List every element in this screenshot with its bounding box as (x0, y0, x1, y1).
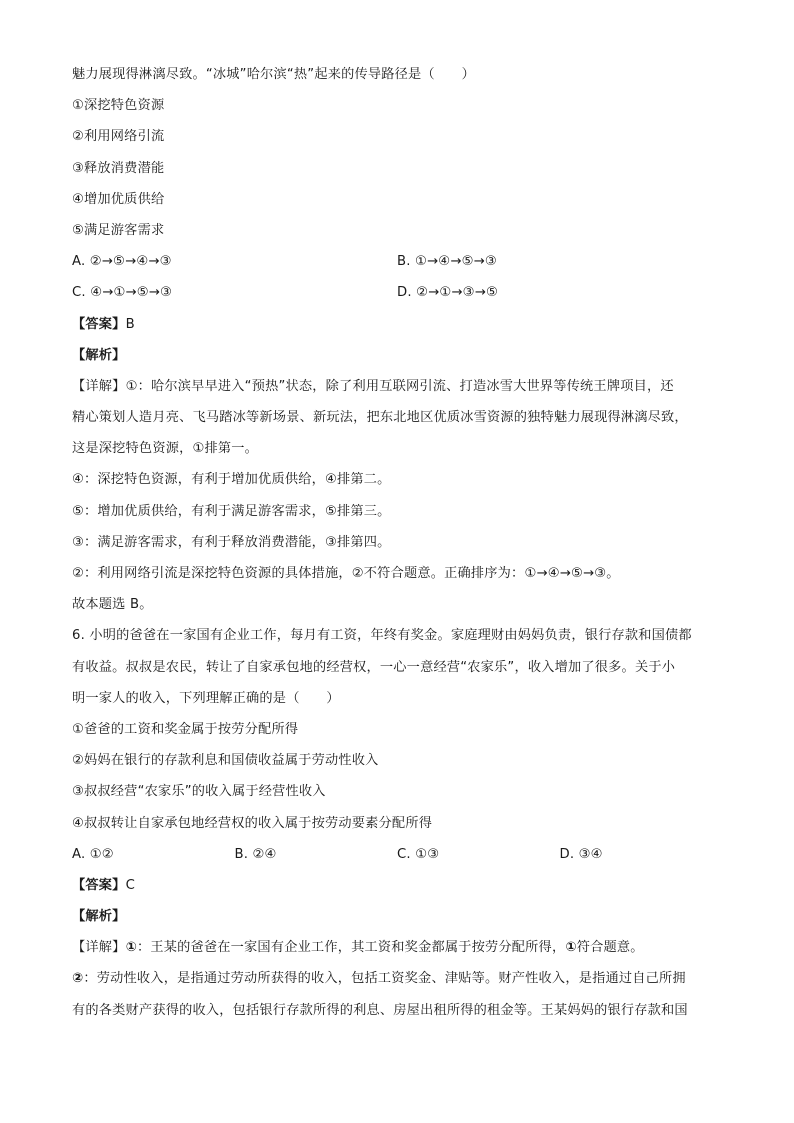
q6-item-2: ②妈妈在银行的存款利息和国债收益属于劳动性收入 (72, 753, 379, 769)
q5-analysis-heading (72, 345, 722, 376)
detail-end: 符合题意。 (576, 940, 644, 956)
q5-option-d: D. ②→①→③→⑤ (397, 285, 498, 301)
answer-tag: 【答案】 (72, 316, 126, 332)
detail-text: ：劳动性收入，是指通过劳动所获得的收入，包括工资奖金、津贴等。财产性收入，是指通过自己所拥 (83, 971, 686, 987)
q5-option-c: C. ④→①→⑤→③ (72, 285, 173, 301)
answer-value: C (125, 877, 135, 893)
q5-step-1: ④：深挖特色资源，有利于增加优质供给，④排第二。 (72, 472, 391, 488)
answer-value: B (125, 316, 135, 332)
q5-item-5: ⑤满足游客需求 (72, 222, 165, 238)
q5-options-row-1 (72, 251, 722, 282)
q6-analysis-heading (72, 906, 722, 937)
q5-item-3: ③释放消费潜能 (72, 160, 165, 176)
q5-detail-line-3: 这是深挖特色资源，①排第一。 (72, 441, 259, 457)
document-page (72, 64, 722, 1031)
detail-num: ② (72, 971, 84, 987)
q6-option-d: D. ③④ (559, 846, 603, 862)
detail-tag: 【详解】 (72, 940, 126, 956)
detail-num-2: ① (565, 940, 577, 956)
q5-conclusion: 故本题选 B。 (72, 597, 153, 613)
q6-option-b: B. ②④ (234, 846, 277, 862)
q5-option-a: A. ②→⑤→④→③ (72, 254, 172, 270)
q5-option-b: B. ①→④→⑤→③ (397, 254, 497, 270)
q6-option-c: C. ①③ (397, 846, 440, 862)
q6-answer (72, 875, 722, 906)
q5-options-row-2 (72, 282, 722, 313)
q5-step-4: ②：利用网络引流是深挖特色资源的具体措施，②不符合题意。正确排序为：①→④→⑤→③。 (72, 566, 620, 581)
q6-options-row (72, 844, 722, 875)
q6-stem-line-2: 有收益。叔叔是农民，转让了自家承包地的经营权，一心一意经营“农家乐”，收入增加了很多。关于小 (72, 659, 676, 675)
q5-answer (72, 314, 722, 345)
q6-stem-line-3: 明一家人的收入，下列理解正确的是（ ） (72, 690, 340, 706)
q5-detail-line-2: 精心策划人造月亮、飞马踏冰等新场景、新玩法，把东北地区优质冰雪资源的独特魅力展现得淋漓尽致， (72, 410, 688, 426)
detail-text: ①：哈尔滨早早进入“预热”状态，除了利用互联网引流、打造冰雪大世界等传统王牌项目，还 (125, 378, 674, 394)
q6-stem-line-1: 6. 小明的爸爸在一家国有企业工作，每月有工资，年终有奖金。家庭理财由妈妈负责，银行存款和国债都 (72, 628, 692, 644)
detail-num: ① (125, 940, 137, 956)
q5-item-4: ④增加优质供给 (72, 191, 165, 207)
q6-option-a: A. ①② (72, 846, 114, 862)
detail-tag: 【详解】 (72, 378, 126, 394)
q6-item-1: ①爸爸的工资和奖金属于按劳分配所得 (72, 721, 299, 737)
q6-item-4: ④叔叔转让自家承包地经营权的收入属于按劳动要素分配所得 (72, 815, 433, 831)
q5-step-2: ⑤：增加优质供给，有利于满足游客需求，⑤排第三。 (72, 503, 391, 519)
detail-text: ：王某的爸爸在一家国有企业工作，其工资和奖金都属于按劳分配所得， (136, 940, 566, 956)
q6-detail-line-2 (72, 968, 722, 999)
q6-detail-line-3: 有的各类财产获得的收入，包括银行存款所得的利息、房屋出租所得的租金等。王某妈妈的银行存款和国 (72, 1002, 688, 1018)
analysis-tag: 【解析】 (72, 909, 126, 925)
q6-item-3: ③叔叔经营“农家乐”的收入属于经营性收入 (72, 784, 326, 800)
q6-detail-line-1 (72, 937, 722, 968)
q5-item-1: ①深挖特色资源 (72, 98, 165, 114)
q5-item-2: ②利用网络引流 (72, 129, 165, 145)
analysis-tag: 【解析】 (72, 347, 126, 363)
answer-tag: 【答案】 (72, 877, 126, 893)
q5-detail-line-1 (72, 376, 722, 407)
q5-step-3: ③：满足游客需求，有利于释放消费潜能，③排第四。 (72, 534, 391, 550)
q5-stem: 魅力展现得淋漓尽致。“冰城”哈尔滨“热”起来的传导路径是（ ） (72, 67, 475, 82)
